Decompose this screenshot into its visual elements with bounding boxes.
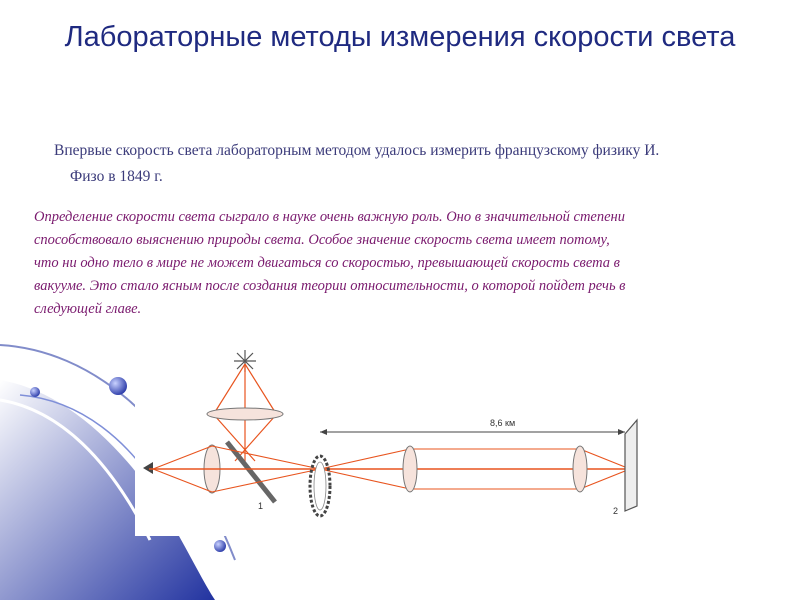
decor-ball-1 [109,377,127,395]
collimator-lens-1 [403,446,417,492]
distance-label: 8,6 км [490,418,516,428]
paragraph-line: что ни одно тело в мире не может двигаться со скоростью, превышающей скорость света в [34,255,620,271]
decor-ball-2 [30,387,40,397]
intro-line-1: Впервые скорость света лабораторным методом удалось измерить французскому физику И. [54,142,660,159]
label-mirror: 2 [613,506,619,516]
paragraph-line: следующей главе. [34,301,142,317]
decor-ball-3 [214,540,226,552]
label-plate: 1 [258,501,264,511]
paragraph-line: вакууме. Это стало ясным после создания теории относительности, о которой пойдет речь в [34,278,626,294]
fizeau-apparatus-diagram [135,346,665,536]
condenser-lens [207,408,283,420]
collimator-lens-2 [573,446,587,492]
far-mirror [625,420,637,511]
paragraph-line: Определение скорости света сыграло в науке очень важную роль. Оно в значительной степени [34,209,625,225]
page-title: Лабораторные методы измерения скорости света [64,21,736,53]
intro-line-2: Физо в 1849 г. [70,168,163,185]
paragraph-line: способствовало выяснению природы света. Особое значение скорость света имеет потому, [34,232,610,248]
description-paragraph [34,206,762,321]
intro-bullet [54,138,754,190]
